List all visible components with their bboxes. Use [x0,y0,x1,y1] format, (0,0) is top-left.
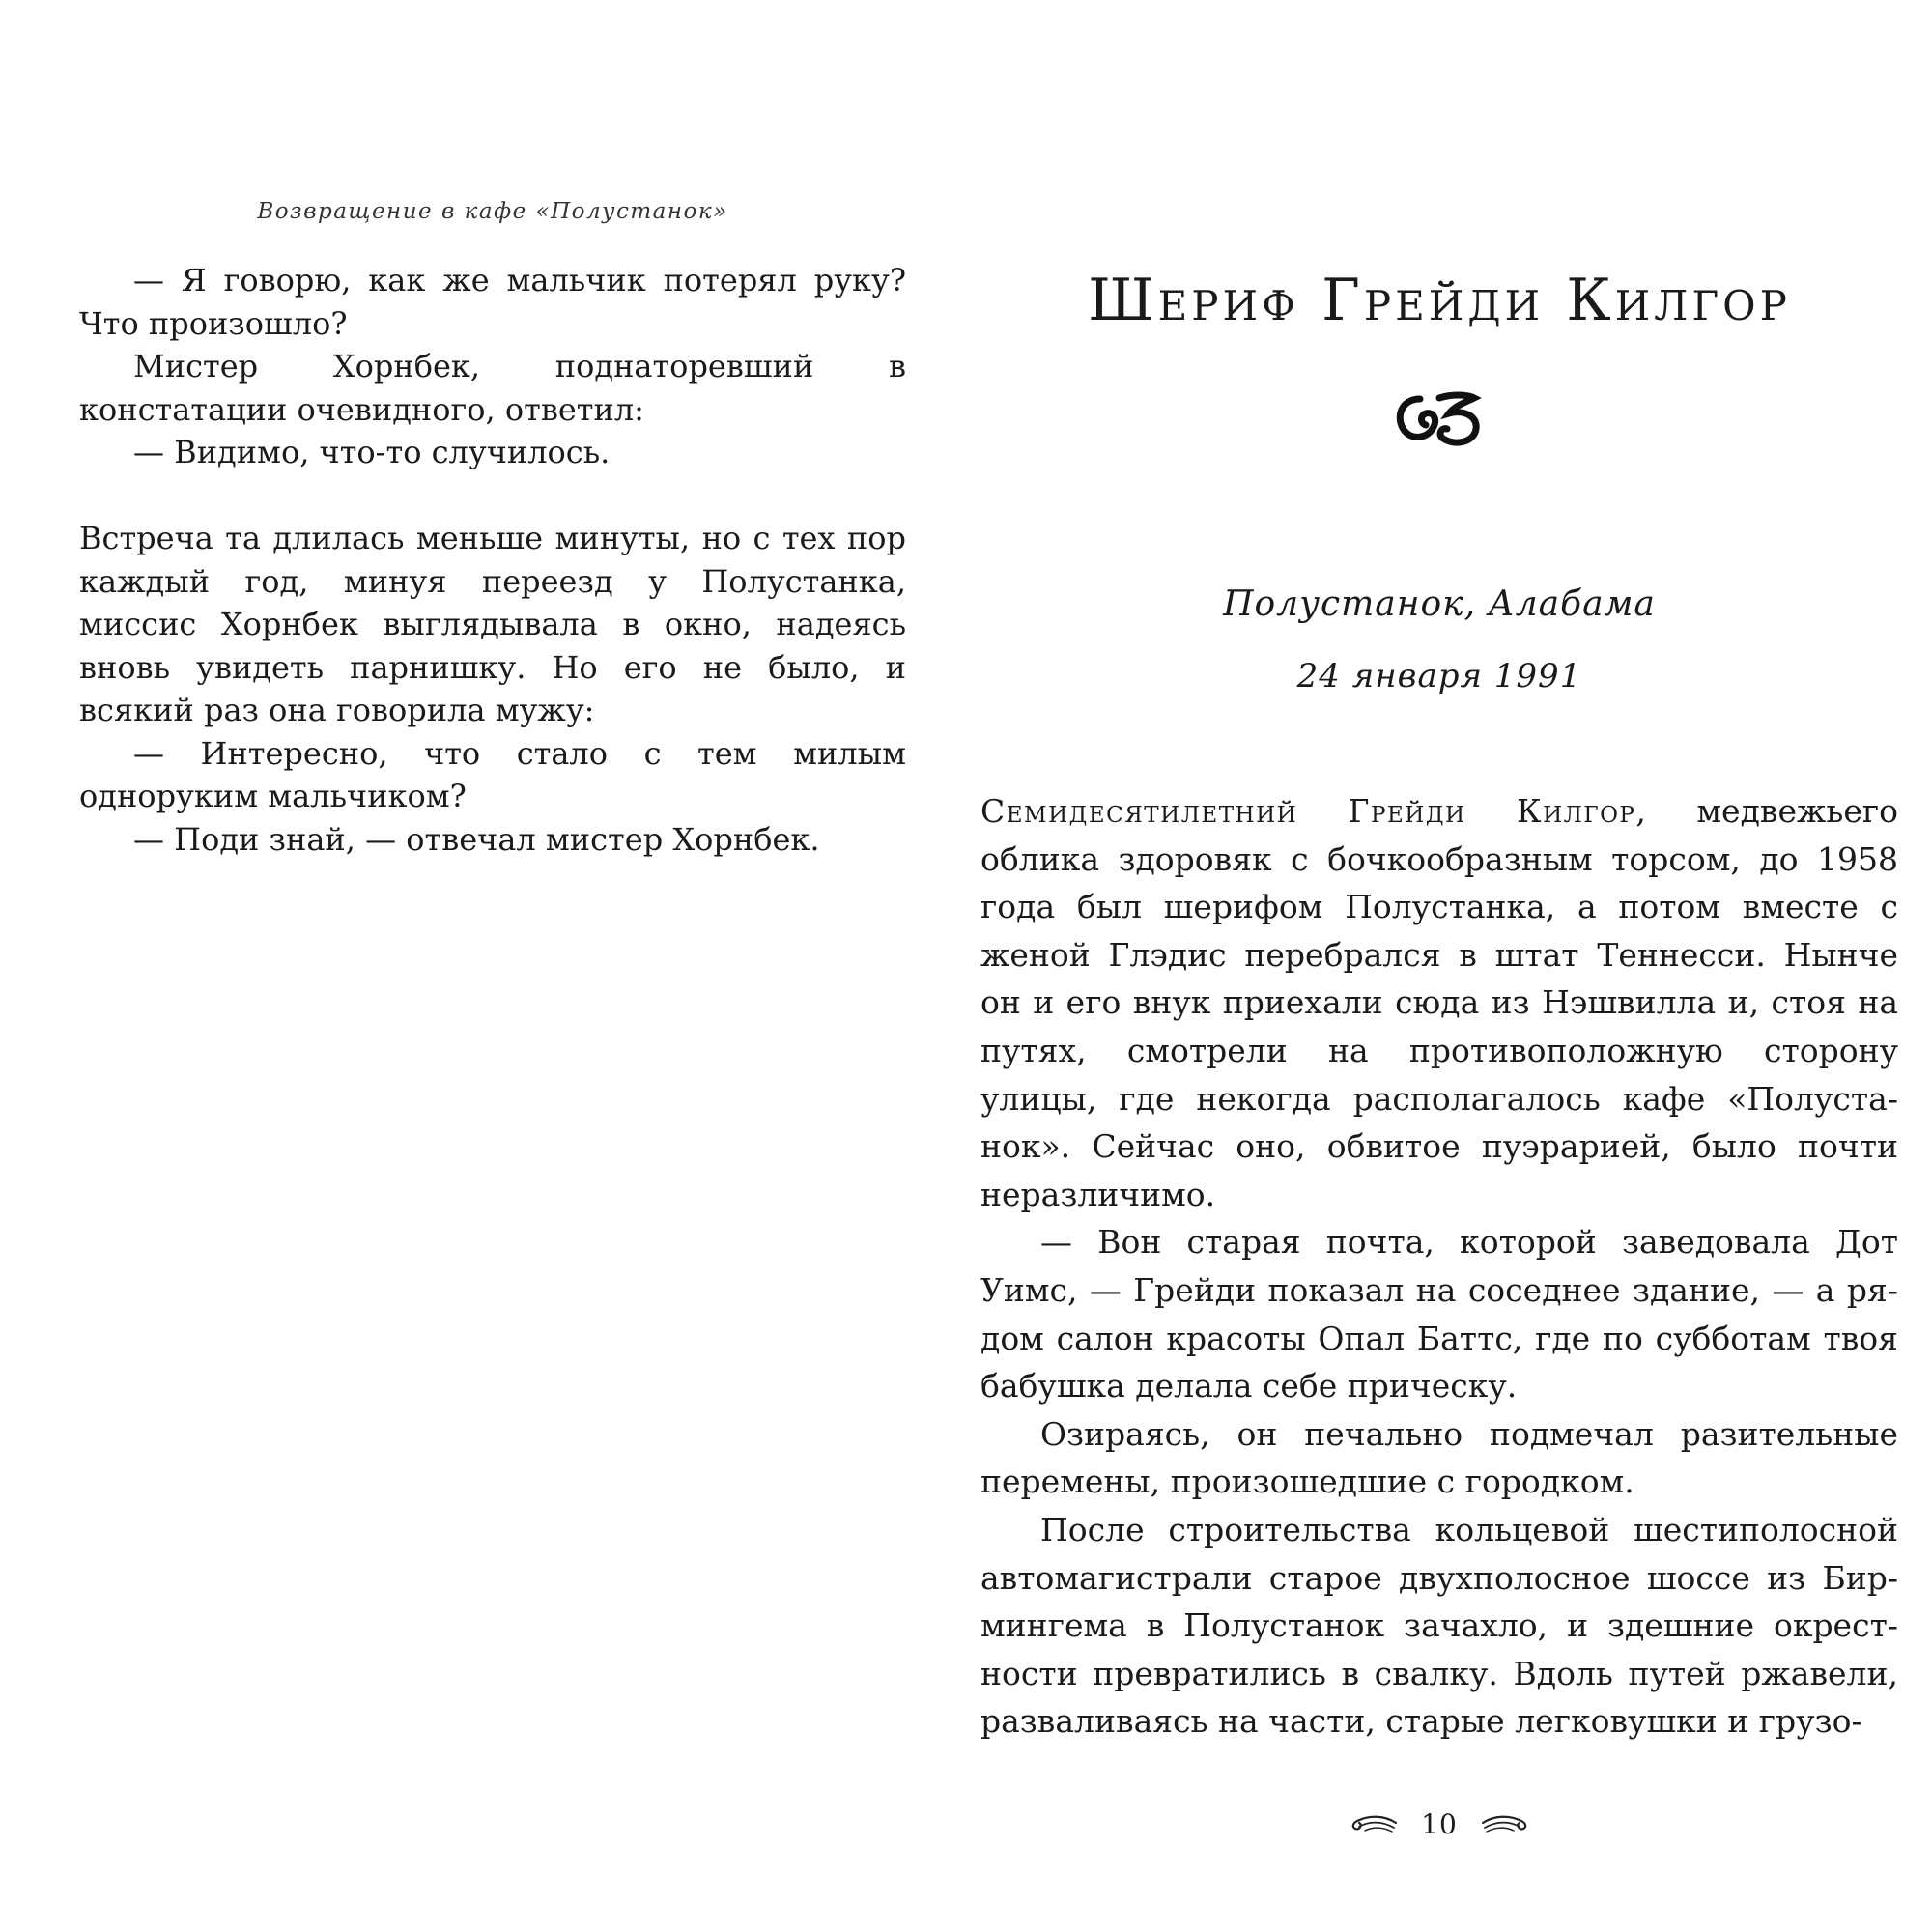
paragraph: Озираясь, он печально подмечал разительные перемены, произошедшие с городком. [980,1414,1898,1501]
paragraph: Встреча та длилась меньше минуты, но с тех пор каждый год, минуя переезд у Полустанка, миссис Хорнбек выглядывала в окно, надеясь вновь увидеть парнишку. Но его не было, и всякий раз она говорила мужу: [79,520,906,728]
paragraph: — Вон старая почта, которой заведовала Дот Уимс, — Грейди показал на соседнее здание, — а рядом салон красоты Опал Баттс, где по субботам твоя бабушка делала себе прическу. [980,1223,1898,1406]
right-swash-icon [1481,1811,1531,1836]
paragraph [980,787,1898,1218]
ornament-flourish-icon [1391,384,1488,452]
running-head: Возвращение в кафе «Полустанок» [257,199,728,224]
paragraph-body: медвежьего облика здоровяк с бочкообразным торсом, до 1958 года был шерифом Полустанка, а потом вместе с женой Глэдис перебрался в штат Теннесси. Нынче он и его внук приехали сюда из Нэшвилла и, стоя на путях, смотрели на противоположную сторону улицы, где некогда располагалось кафе «Полустанок». Сейчас оно, обвитое пуэрарией, было почти неразличимо. [980,792,1899,1213]
paragraph: — Поди знай, — отвечал мистер Хорнбек. [133,820,820,858]
page-number: 10 [1421,1807,1458,1840]
lead-smallcaps: Семидесятилетний Грейди Килгор, [980,792,1648,830]
chapter-date: 24 января 1991 [1296,657,1582,696]
page-folio [1348,1804,1531,1843]
chapter-title: Шериф Грейди Килгор [1088,267,1791,334]
paragraph: — Видимо, что-то случилось. [133,434,611,470]
chapter-place: Полустанок, Алабама [1223,584,1656,624]
paragraph: — Интересно, что стало с тем милым одноруким мальчиком? [79,734,906,814]
paragraph: — Я говорю, как же мальчик потерял руку? Что произошло? [79,262,906,342]
left-page-text [79,259,906,861]
paragraph: Мистер Хорнбек, поднаторевший в констатации очевидного, ответил: [79,348,906,428]
left-swash-icon [1348,1811,1398,1836]
paragraph: После строительства кольцевой шестиполосной автомагистрали старое двухполосное шоссе из Бирмингема в Полустанок зачахло, и здешние окрестности превратились в свалку. Вдоль путей ржавели, разваливаясь на части, старые легковушки и грузо- [980,1510,1898,1741]
right-page-text [980,787,1898,1746]
